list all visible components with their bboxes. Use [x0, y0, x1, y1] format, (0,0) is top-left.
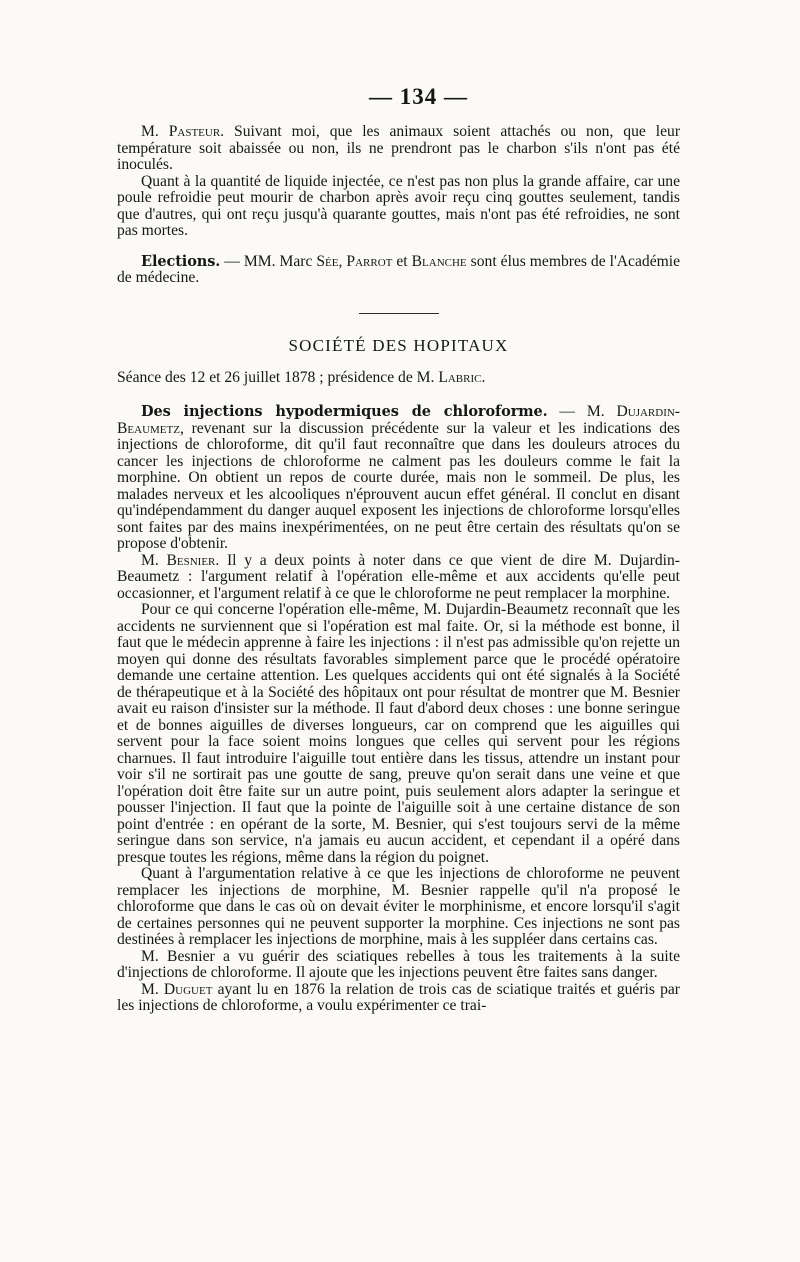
- member-name: Blanche: [411, 252, 467, 270]
- article-text: — M.: [547, 403, 617, 420]
- paragraph-text: Quant à la quantité de liquide injectée, ce n'est pas non plus la grande affaire, car une poule refroidie peut mourir de charbon après avoir reçu cinq gouttes seulement, tandis que d'autres, qui ont reçu jusqu'à quarante gouttes, mais n'ont pas été refroidies, ne sont pas mortes.: [117, 172, 680, 239]
- paragraph-argumentation: [117, 866, 680, 949]
- member-name: Sée: [316, 252, 339, 270]
- speaker-name: M. Besnier.: [141, 551, 220, 569]
- paragraph-quantite: [117, 174, 680, 240]
- seance-text: Séance des 12 et 26 juillet 1878 ; présidence de M.: [117, 368, 439, 386]
- section-divider: [359, 313, 439, 314]
- elections-text: ,: [338, 252, 347, 270]
- section-heading: Elections.: [141, 252, 221, 270]
- speaker-name: M. Duguet: [141, 980, 213, 998]
- body-text: [117, 124, 680, 1015]
- speaker-name: Dujardin-Beaumetz: [117, 403, 680, 437]
- paragraph-elections: [117, 254, 680, 287]
- paragraph-text: Il y a deux points à noter dans ce que vient de dire M. Dujardin-Beaumetz : l'argument relatif à l'opération elle-même et aux accidents qu'elle peut occasionner, et l'argument relatif à ce que le chloroforme ne peut remplacer la morphine.: [117, 551, 680, 602]
- elections-text: sont élus membres de l'Académie de médecine.: [117, 252, 680, 286]
- article-heading: Des injections hypodermiques de chloroforme.: [141, 403, 548, 420]
- speaker-name: M. Pasteur.: [141, 123, 225, 140]
- page-number: — 134 —: [369, 84, 468, 109]
- member-name: Parrot: [346, 252, 393, 270]
- spacer: [117, 240, 680, 254]
- paragraph-besnier: [117, 553, 680, 603]
- text-column: [117, 84, 680, 1015]
- paragraph-operation: [117, 602, 680, 866]
- paragraph-sciatiques: [117, 949, 680, 982]
- paragraph-article-intro: [117, 404, 680, 553]
- paragraph-duguet: [117, 982, 680, 1015]
- seance-line: [117, 370, 680, 387]
- seance-end: .: [481, 368, 486, 386]
- elections-text: et: [392, 252, 412, 270]
- paragraph-text: Pour ce qui concerne l'opération elle-même, M. Dujardin-Beaumetz reconnaît que les accidents ne surviennent que si l'opération est mal faite. Or, si la méthode est bonne, il faut que le médecin apprenne à faire les injections : il n'est pas admissible qu'on rejette un moyen qui donne des résultats favorables simplement parce que le procédé opératoire demande une certaine attention. Les quelques accidents qui ont été signalés à la Société de thérapeutique et à la Société des hôpitaux ont pour résultat de montrer que M. Besnier avait eu raison d'insister sur la méthode. Il faut d'abord deux choses : une bonne seringue et de bonnes aiguilles de diverses longueurs, car on comprend que les aiguilles qui servent pour la face soient moins longues que celles qui servent pour les régions charnues. Il faut introduire l'aiguille tout entière dans les tissus, attendre un instant pour voir s'il ne sortirait pas une goutte de sang, preuve qu'on serait dans une veine et que l'opération doit être faite sur un autre point, puis seulement alors adapter la seringue et pousser l'injection. Il faut que la pointe de l'aiguille soit à une certaine distance de son point d'entrée : en opérant de la sorte, M. Besnier, qui s'est toujours servi de la même seringue dans son service, n'a jamais eu aucun accident, et cependant il a opéré dans presque toutes les régions, même dans la région du poignet.: [117, 601, 680, 866]
- paragraph-pasteur: [117, 124, 680, 174]
- paragraph-text: Suivant moi, que les animaux soient attachés ou non, que leur température soit abaissée ou non, ils ne prendront pas le charbon s'ils n'ont pas été inoculés.: [117, 123, 681, 173]
- president-name: Labric: [438, 368, 482, 386]
- society-title: SOCIÉTÉ DES HOPITAUX: [288, 335, 509, 355]
- article-text: , revenant sur la discussion précédente sur la valeur et les indications des injections de chloroforme, dit qu'il faut reconnaître que dans les douleurs atroces du cancer les injections de chloroforme ne calment pas les douleurs comme le fait la morphine. On obtient un repos de courte durée, mais non le sommeil. De plus, les malades nerveux et les alcooliques n'éprouvent aucun effet général. Il conclut en disant qu'indépendamment du danger auquel exposent les injections de chloroforme lorsqu'elles sont faites par des mains inexpérimentées, on ne peut être certain des résultats qu'on se propose d'obtenir.: [117, 419, 680, 552]
- elections-text: — MM. Marc: [220, 252, 317, 270]
- paragraph-text: M. Besnier a vu guérir des sciatiques rebelles à tous les traitements à la suite d'injections de chloroforme. Il ajoute que les injections peuvent être faites sans danger.: [117, 947, 680, 981]
- paragraph-text: Quant à l'argumentation relative à ce que les injections de chloroforme ne peuvent remplacer les injections de morphine, M. Besnier rappelle qu'il n'a proposé le chloroforme que dans le cas où on devait éviter le morphinisme, et encore lorsqu'il s'agit de certaines personnes qui ne peuvent supporter la morphine. Ces injections ne sont pas destinées à remplacer les injections de morphine, mais à les suppléer dans certains cas.: [117, 865, 680, 948]
- paragraph-text: ayant lu en 1876 la relation de trois cas de sciatique traités et guéris par les injections de chloroforme, a voulu expérimenter ce trai-: [117, 980, 680, 1014]
